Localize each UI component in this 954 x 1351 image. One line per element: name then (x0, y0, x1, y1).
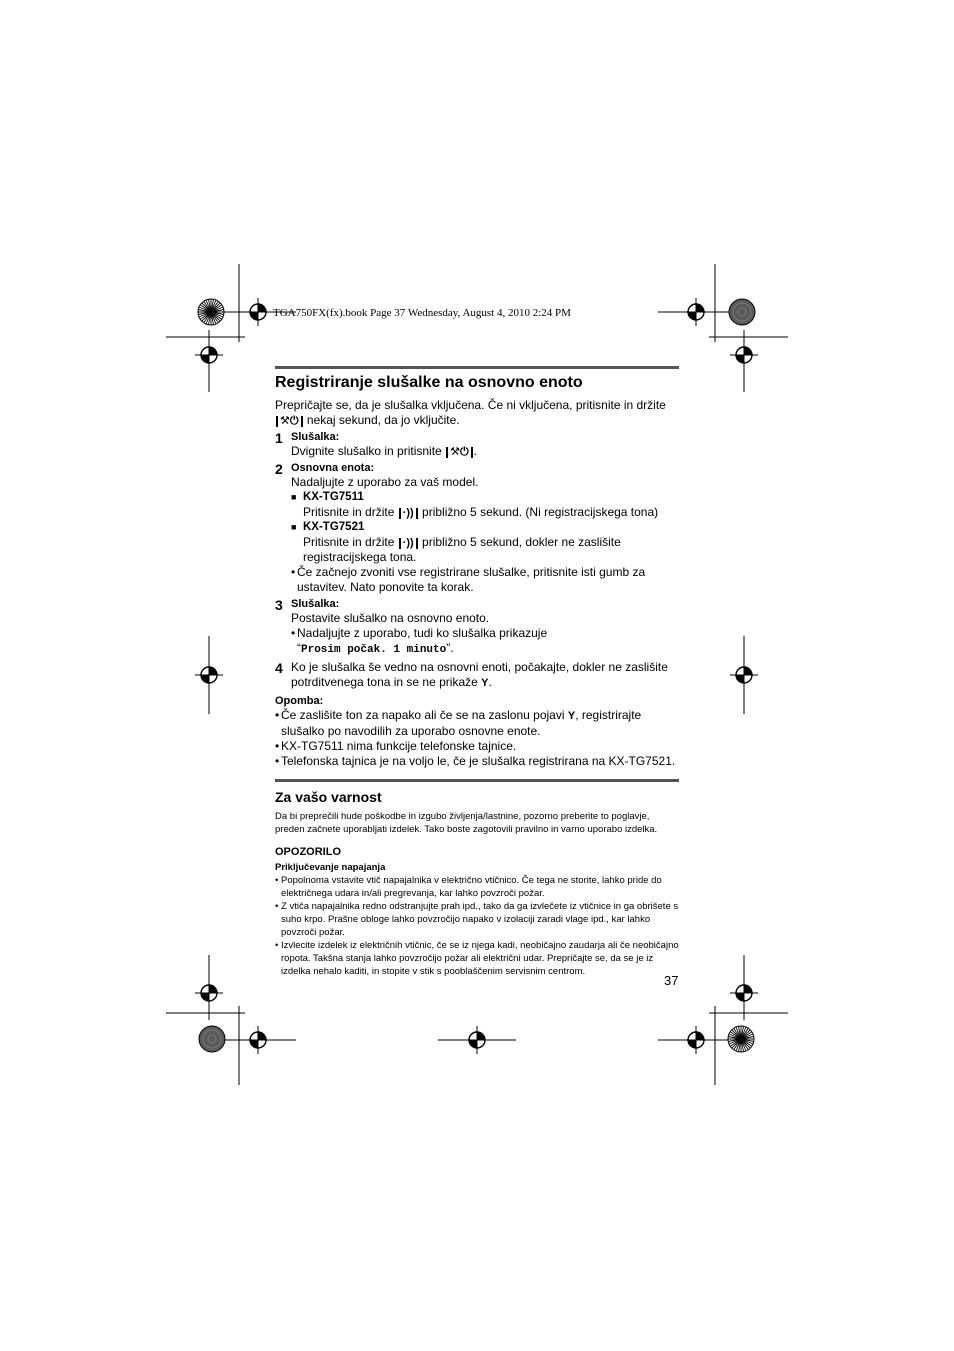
display-text: Prosim počak. 1 minuto (301, 644, 447, 656)
list-item: • KX-TG7511 nima funkcije telefonske tajnice. (275, 739, 517, 753)
step-number: 1 (275, 430, 283, 446)
square-bullet-icon: ■ (291, 492, 297, 502)
step-label: Osnovna enota: (291, 462, 375, 474)
list-item: • Telefonska tajnica je na voljo le, če je slušalka registrirana na KX-TG7521. (275, 754, 676, 768)
step-label: Slušalka: (291, 598, 340, 610)
model-text: Pritisnite in držite ·)) približno 5 sekund. (Ni registracijskega tona) (303, 505, 659, 519)
list-item: • Popolnoma vstavite vtič napajalnika v električno vtičnico. Če tega ne storite, lahko pride do električnega udara in/ali pregrevanja, kar lahko povzroči požar. (275, 875, 662, 899)
page-content (275, 366, 679, 978)
model-text: Pritisnite in držite ·)) približno 5 sekund, dokler ne zaslišite registracijskega tona. (303, 535, 621, 564)
antenna-icon: Y (481, 677, 489, 689)
print-header: TGA750FX(fx).book Page 37 Wednesday, August 4, 2010 2:24 PM (273, 307, 571, 319)
power-key-icon: ⚒⏻ (276, 416, 303, 427)
section-title: Za vašo varnost (275, 789, 382, 805)
list-item: • Z vtiča napajalnika redno odstranjujte prah ipd., tako da ga izvlečete iz vtičnice in ga obrišete s suho krpo. Prašne obloge lahko povzročijo napako v izolaciji zaradi vlage ipd., kar lahko povzroči požar. (275, 901, 679, 938)
locator-key-icon: ·)) (399, 538, 418, 549)
intro-text: Prepričajte se, da je slušalka vključena. Če ni vključena, pritisnite in držite ⚒⏻ nekaj sekund, da jo vključite. (275, 398, 666, 427)
list-item: • Če začnejo zvoniti vse registrirane slušalke, pritisnite isti gumb za ustavitev. Nato ponovite ta korak. (291, 565, 646, 594)
step-3 (275, 597, 679, 658)
step-1: 1 Slušalka: Dvignite slušalko in pritisnite ⚒⏻ . (275, 430, 679, 459)
step-label: Slušalka: (291, 431, 340, 443)
antenna-icon: Y (567, 710, 576, 722)
section-rule (275, 779, 679, 782)
step-number: 2 (275, 461, 283, 477)
section-rule (275, 366, 679, 369)
step-2 (275, 461, 679, 595)
step-number: 4 (275, 660, 283, 676)
note-label: Opomba: (275, 695, 324, 707)
sub-heading: Priključevanje napajanja (275, 862, 386, 873)
model-heading: ■ KX-TG7521 (291, 521, 365, 533)
locator-key-icon: ·)) (399, 508, 418, 519)
warning-heading: OPOZORILO (275, 846, 341, 858)
power-key-icon: ⚒⏻ (446, 447, 473, 458)
safety-intro: Da bi preprečili hude poškodbe in izgubo življenja/lastnine, pozorno preberite to poglavje, preden začnete uporabljati izdelek. Tako boste zagotovili pravilno in varno uporabo izdelka. (275, 811, 658, 835)
list-item: • Če zaslišite ton za napako ali če se na zaslonu pojavi Y, registrirajte slušalko po navodilih za uporabo osnovne enote. (275, 708, 642, 738)
list-item: • Izvlecite izdelek iz električnih vtičnic, če se iz njega kadi, neobičajno zaudarja ali če neobičajno ropota. Takšna stanja lahko povzročijo požar ali električni udar. Prepričajte se, da se je iz izdelka nehalo kaditi, in stopite v stik s pooblaščenim servisnim centrom. (275, 940, 679, 977)
list-item: • Nadaljujte z uporabo, tudi ko slušalka prikazuje “Prosim počak. 1 minuto”. (291, 626, 548, 656)
page-number: 37 (664, 973, 679, 988)
step-number: 3 (275, 597, 283, 613)
step-text: Postavite slušalko na osnovno enoto. (291, 611, 490, 625)
step-4: 4 Ko je slušalka še vedno na osnovni enoti, počakajte, dokler ne zaslišite potrditvenega tona in se ne prikaže Y. (275, 660, 668, 689)
section-title: Registriranje slušalke na osnovno enoto (275, 374, 583, 391)
step-text: Nadaljujte z uporabo za vaš model. (291, 475, 479, 489)
square-bullet-icon: ■ (291, 522, 297, 532)
model-heading: ■ KX-TG7511 (291, 491, 364, 503)
